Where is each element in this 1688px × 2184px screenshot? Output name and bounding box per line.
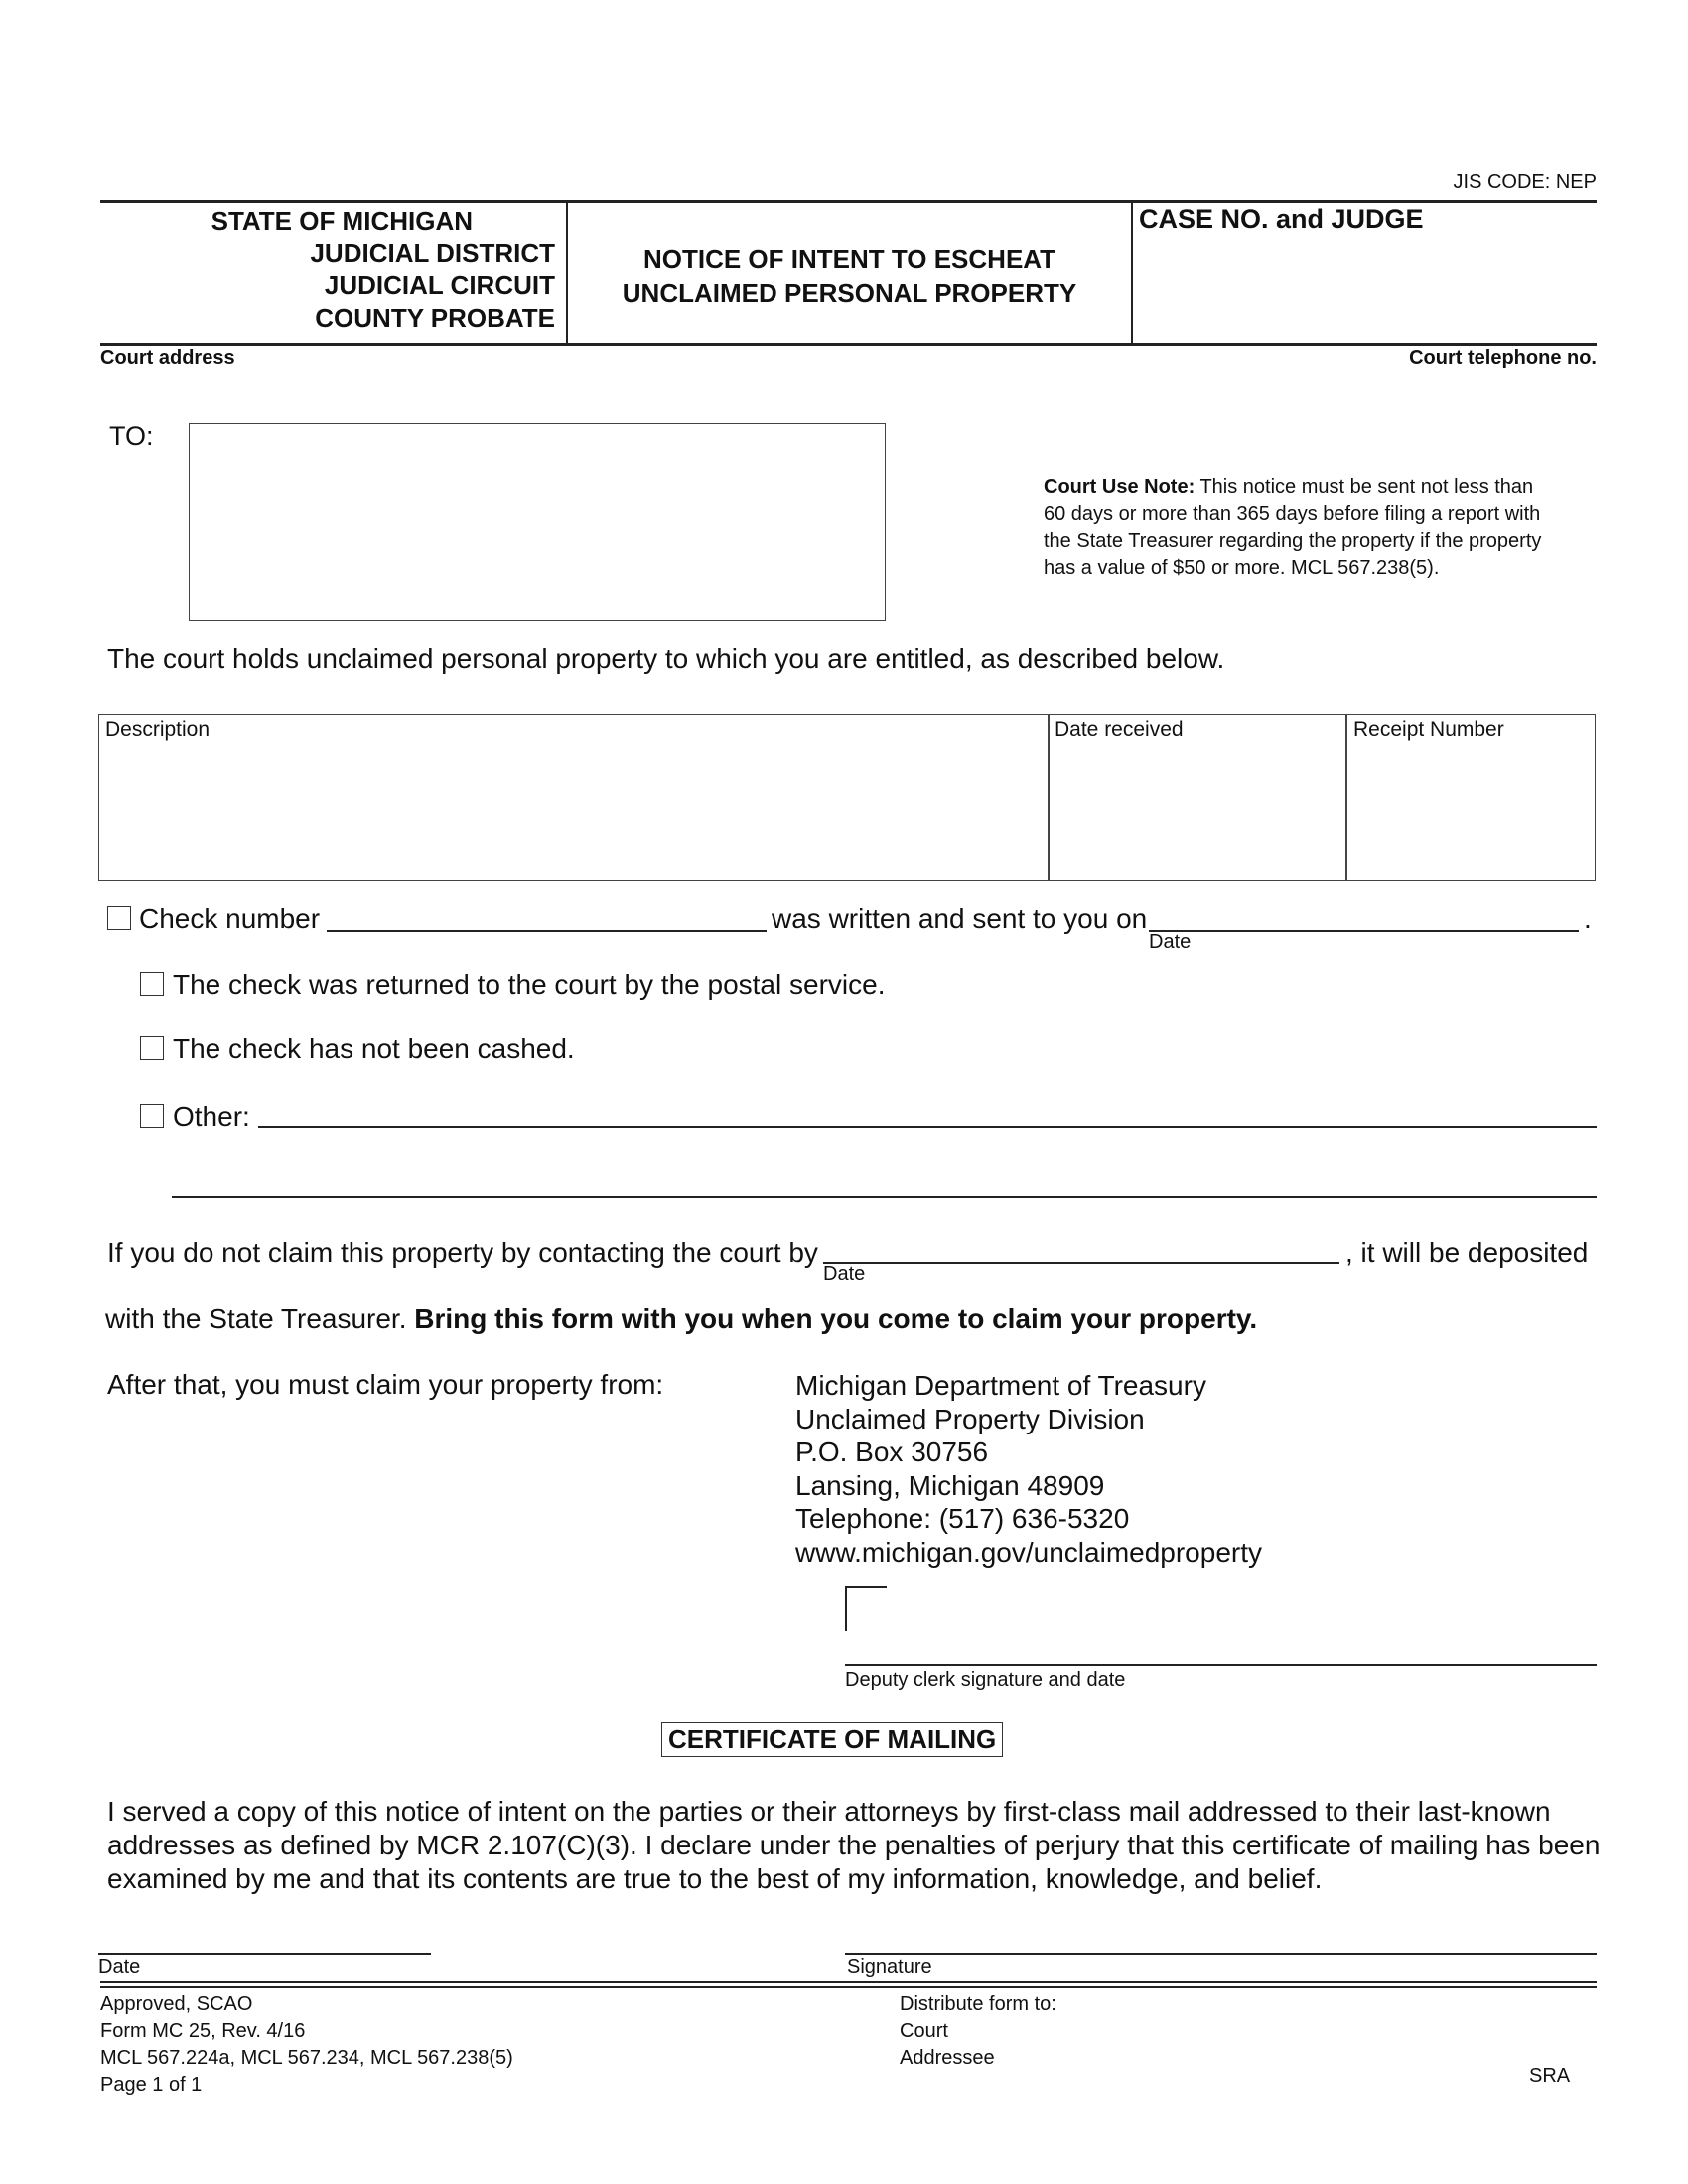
- other-field-line1[interactable]: [258, 1126, 1597, 1128]
- certificate-date-field[interactable]: [98, 1953, 431, 1955]
- property-table: [98, 714, 1596, 881]
- claim-after-text: , it will be deposited: [1345, 1237, 1589, 1268]
- footer-rule-1: [100, 1981, 1597, 1983]
- other-label: Other:: [173, 1101, 250, 1132]
- check-date-field[interactable]: [1149, 930, 1579, 932]
- intro-text: The court holds unclaimed personal property to which you are entitled, as described below.: [107, 643, 1225, 674]
- court-use-note-line3: the State Treasurer regarding the property if the property: [1044, 530, 1542, 552]
- description-cell[interactable]: [101, 749, 1045, 878]
- court-telephone-label: Court telephone no.: [1409, 347, 1597, 369]
- court-address-label: Court address: [100, 347, 235, 369]
- district-label: JUDICIAL DISTRICT: [310, 238, 555, 268]
- form-title: [568, 242, 1131, 310]
- claim-line2: [105, 1303, 1257, 1335]
- circuit-label: JUDICIAL CIRCUIT: [324, 270, 555, 300]
- not-cashed-checkbox[interactable]: [140, 1036, 164, 1060]
- distribute-addressee: Addressee: [900, 2047, 995, 2069]
- treasury-address: [795, 1369, 1262, 1569]
- certificate-signature-field[interactable]: [845, 1953, 1597, 1955]
- probate-label: COUNTY PROBATE: [315, 303, 555, 333]
- check-number-field[interactable]: [327, 930, 767, 932]
- court-use-note: [1044, 475, 1600, 582]
- to-address-box[interactable]: [189, 423, 886, 621]
- certificate-title: CERTIFICATE OF MAILING: [661, 1722, 1003, 1757]
- other-field-line2[interactable]: [172, 1196, 1597, 1198]
- after-that-text: After that, you must claim your property from:: [107, 1369, 664, 1400]
- certificate-line2: addresses as defined by MCR 2.107(C)(3). I declare under the penalties of perjury that this certificate of mailing has been: [107, 1830, 1601, 1860]
- treasury-line1: Michigan Department of Treasury: [795, 1370, 1206, 1401]
- check-date-label: Date: [1149, 931, 1192, 953]
- footer-code: SRA: [1529, 2065, 1571, 2087]
- not-cashed-label: The check has not been cashed.: [173, 1033, 575, 1064]
- claim-line2-normal: with the State Treasurer.: [105, 1303, 407, 1334]
- table-divider-1: [1048, 715, 1050, 880]
- header-bottom-rule: [100, 343, 1597, 346]
- certificate-line3: examined by me and that its contents are true to the best of my information, knowledge, and belief.: [107, 1863, 1323, 1894]
- form-title-line1: NOTICE OF INTENT TO ESCHEAT: [642, 244, 1056, 274]
- treasury-line3: P.O. Box 30756: [795, 1436, 989, 1467]
- form-title-line2: UNCLAIMED PERSONAL PROPERTY: [622, 278, 1077, 308]
- certificate-signature-label: Signature: [847, 1956, 932, 1978]
- receipt-number-cell[interactable]: [1348, 749, 1592, 878]
- distribute-label: Distribute form to:: [900, 1993, 1056, 2015]
- footer-form-number: Form MC 25, Rev. 4/16: [100, 2020, 306, 2042]
- seal-corner-left: [845, 1586, 847, 1631]
- certificate-line1: I served a copy of this notice of intent on the parties or their attorneys by first-class mail addressed to their last-known: [107, 1796, 1551, 1827]
- distribute-court: Court: [900, 2020, 948, 2042]
- returned-label: The check was returned to the court by the postal service.: [173, 969, 886, 1000]
- certificate-date-label: Date: [98, 1956, 141, 1978]
- court-use-note-label: Court Use Note:: [1044, 477, 1196, 498]
- check-number-checkbox[interactable]: [107, 906, 131, 930]
- seal-corner-top: [845, 1586, 887, 1588]
- footer-rule-2: [100, 1986, 1597, 1988]
- treasury-line6: www.michigan.gov/unclaimedproperty: [795, 1536, 1262, 1568]
- deputy-signature-label: Deputy clerk signature and date: [845, 1669, 1126, 1691]
- treasury-line5: Telephone: (517) 636-5320: [795, 1503, 1130, 1534]
- date-received-cell[interactable]: [1051, 749, 1343, 878]
- treasury-line2: Unclaimed Property Division: [795, 1403, 1145, 1434]
- header-top-rule: [100, 200, 1597, 203]
- table-divider-2: [1345, 715, 1347, 880]
- case-no-label: CASE NO. and JUDGE: [1139, 205, 1424, 234]
- check-sent-text: was written and sent to you on: [772, 903, 1148, 934]
- case-no-field[interactable]: [1133, 228, 1590, 340]
- receipt-number-header: Receipt Number: [1353, 718, 1504, 741]
- court-use-note-line4: has a value of $50 or more. MCL 567.238(5).: [1044, 557, 1440, 579]
- to-label: TO:: [109, 421, 154, 451]
- footer-mcl: MCL 567.224a, MCL 567.234, MCL 567.238(5): [100, 2047, 513, 2069]
- deputy-signature-field[interactable]: [845, 1664, 1597, 1666]
- state-label: STATE OF MICHIGAN: [211, 206, 473, 236]
- footer-page: Page 1 of 1: [100, 2074, 203, 2096]
- footer-approved: Approved, SCAO: [100, 1993, 253, 2015]
- court-use-note-line2: 60 days or more than 365 days before filing a report with: [1044, 503, 1541, 525]
- description-header: Description: [105, 718, 211, 741]
- treasury-line4: Lansing, Michigan 48909: [795, 1469, 1105, 1501]
- returned-checkbox[interactable]: [140, 972, 164, 996]
- date-received-header: Date received: [1055, 718, 1184, 741]
- claim-before-text: If you do not claim this property by contacting the court by: [107, 1237, 818, 1268]
- certificate-text: [107, 1795, 1601, 1896]
- claim-line2-bold: Bring this form with you when you come to claim your property.: [414, 1303, 1258, 1334]
- claim-date-field[interactable]: [823, 1262, 1339, 1264]
- footer-left: [100, 1991, 513, 2099]
- check-period: .: [1584, 903, 1592, 934]
- check-number-label: Check number: [139, 903, 321, 934]
- other-checkbox[interactable]: [140, 1104, 164, 1128]
- jis-code: JIS CODE: NEP: [1453, 171, 1597, 193]
- court-use-note-line1: This notice must be sent not less than: [1199, 477, 1534, 498]
- claim-date-label: Date: [823, 1263, 866, 1285]
- footer-distribute: [900, 1991, 1056, 2072]
